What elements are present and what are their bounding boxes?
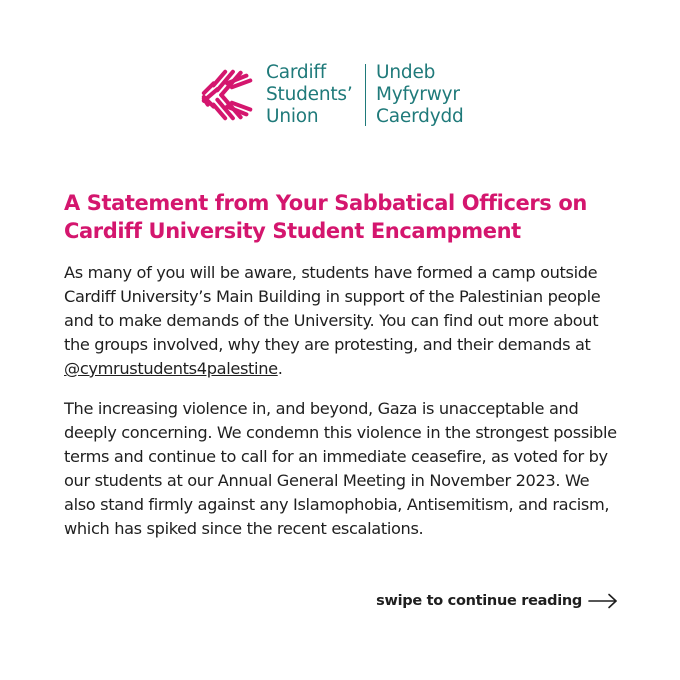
csu-c-logo-icon [200, 66, 258, 124]
logo-welsh-name [376, 62, 464, 128]
statement-title: A Statement from Your Sabbatical Officers on Cardiff University Student Encampment [64, 191, 587, 243]
logo-english-line-1: Cardiff [266, 62, 327, 83]
logo-welsh-line-1: Undeb [376, 62, 436, 83]
arrow-right-icon [588, 593, 618, 609]
cardiff-students-union-logo [200, 60, 464, 130]
logo-english-name [266, 62, 353, 128]
swipe-prompt[interactable] [376, 593, 618, 609]
paragraph-1-end: . [277, 359, 283, 378]
swipe-label: swipe to continue reading [376, 593, 582, 609]
logo-divider [365, 64, 367, 126]
logo-welsh-line-3: Caerdydd [376, 106, 464, 127]
paragraph-ceasefire-statement: The increasing violence in, and beyond, Gaza is unacceptable and deeply concerning. We condemn this violence in the strongest possible terms and continue to call for an immediate ceasefire, as voted for by our students at our Annual General Meeting in November 2023. We also stand firmly against any Islamophobia, Antisemitism, and racism, which has spiked since the recent escalations. [64, 399, 617, 538]
logo-english-line-2: Students’ [266, 84, 353, 105]
paragraph-encampment-info [64, 261, 624, 381]
logo-english-line-3: Union [266, 106, 319, 127]
logo-welsh-line-2: Myfyrwyr [376, 84, 460, 105]
instagram-handle-link[interactable]: @cymrustudents4palestine [64, 359, 278, 378]
paragraph-1-text: As many of you will be aware, students have formed a camp outside Cardiff University’s Main Building in support of the Palestinian people and to make demands of the University. You can find out more about the groups involved, why they are protesting, and their demands at [64, 263, 601, 354]
